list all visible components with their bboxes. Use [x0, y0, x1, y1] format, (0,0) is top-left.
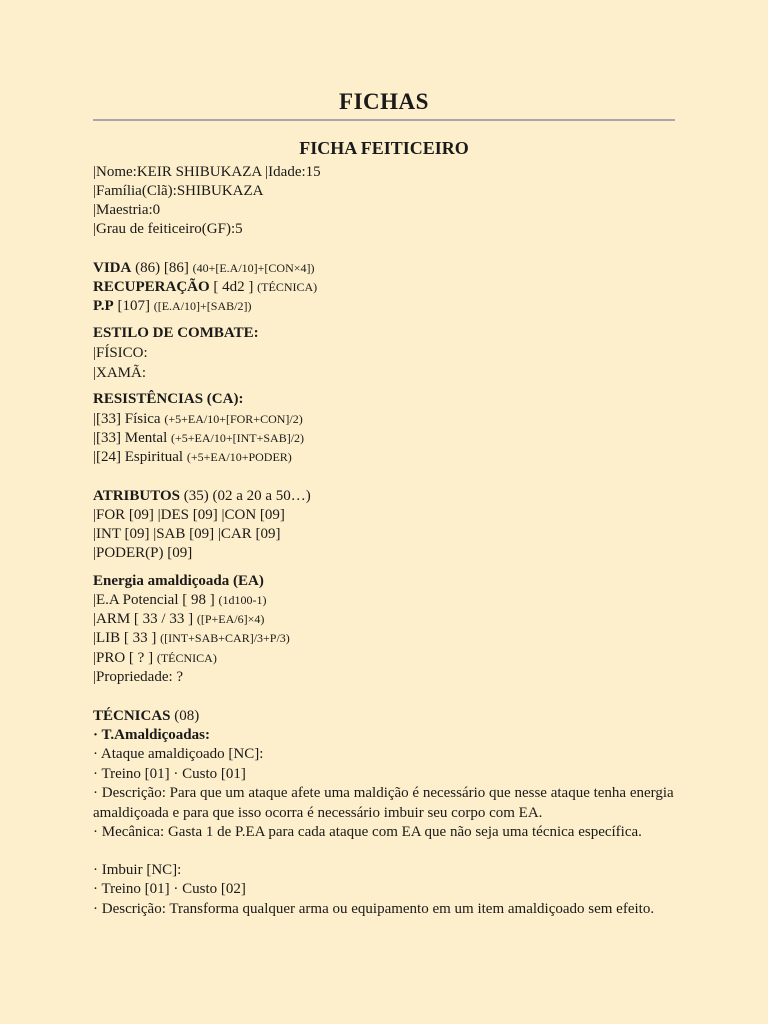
info-familia: |Família(Clã):SHIBUKAZA: [93, 183, 264, 199]
resistencia-espiritual-text: |[24] Espiritual: [93, 449, 187, 465]
atributos-line: [93, 487, 311, 506]
atributos-label: ATRIBUTOS: [93, 488, 180, 504]
pp-label: P.P: [93, 298, 114, 314]
energia-potencial-text: |E.A Potencial [ 98 ]: [93, 592, 219, 608]
tecnica-2-descricao: · Descrição: Transforma qualquer arma ou equipamento em um item amaldiçoado sem efeito.: [93, 901, 655, 917]
energia-arm-text: |ARM [ 33 / 33 ]: [93, 611, 197, 627]
energia-lib-formula: ([INT+SAB+CAR]/3+P/3): [160, 631, 290, 645]
resistencia-mental-text: |[33] Mental: [93, 430, 171, 446]
tecnica-1-treino: · Treino [01] · Custo [01]: [93, 766, 246, 782]
resistencia-mental-formula: (+5+EA/10+[INT+SAB]/2): [170, 431, 305, 445]
resistencia-mental: [93, 429, 304, 448]
estilo-xama: |XAMÃ:: [93, 365, 147, 381]
resistencia-fisica-formula: (+5+EA/10+[FOR+CON]/2): [164, 412, 303, 426]
vida-label: VIDA: [93, 260, 132, 276]
recuperacao-label: RECUPERAÇÃO: [93, 279, 210, 295]
atributos-row-1: |FOR [09] |DES [09] |CON [09]: [93, 507, 285, 523]
atributos-row-3: |PODER(P) [09]: [93, 545, 193, 561]
info-grau: |Grau de feiticeiro(GF):5: [93, 221, 243, 237]
energia-lib: [93, 629, 290, 648]
energia-propriedade: |Propriedade: ?: [93, 669, 184, 685]
energia-potencial-formula: (1d100-1): [218, 593, 267, 607]
resistencias-heading: RESISTÊNCIAS (CA):: [93, 391, 244, 407]
energia-lib-text: |LIB [ 33 ]: [93, 630, 161, 646]
energia-arm: [93, 610, 264, 629]
pp-line: [93, 297, 251, 316]
tecnica-1-mecanica: · Mecânica: Gasta 1 de P.EA para cada ataque com EA que não seja uma técnica específica.: [93, 824, 642, 840]
atributos-extra: (35) (02 a 20 a 50…): [179, 488, 311, 504]
info-nome: |Nome:KEIR SHIBUKAZA |Idade:15: [93, 164, 321, 180]
vida-formula: (40+[E.A/10]+[CON×4]): [192, 261, 315, 275]
vida-value: (86) [86]: [131, 260, 193, 276]
tecnicas-line: [93, 707, 199, 726]
atributos-row-2: |INT [09] |SAB [09] |CAR [09]: [93, 526, 281, 542]
energia-pro: [93, 649, 217, 668]
tecnicas-subheading: · T.Amaldiçoadas:: [93, 727, 210, 743]
energia-pro-formula: (TÉCNICA): [156, 651, 217, 665]
energia-potencial: [93, 591, 266, 610]
recuperacao-formula: (TÉCNICA): [257, 280, 318, 294]
sheet-title: FICHA FEITICEIRO: [299, 138, 469, 158]
info-maestria: |Maestria:0: [93, 202, 161, 218]
estilo-heading: ESTILO DE COMBATE:: [93, 325, 259, 341]
tecnica-1-name: · Ataque amaldiçoado [NC]:: [93, 746, 264, 762]
energia-arm-formula: ([P+EA/6]×4): [196, 612, 265, 626]
recuperacao-value: [ 4d2 ]: [209, 279, 258, 295]
recuperacao-line: [93, 278, 317, 297]
vida-line: [93, 259, 315, 278]
energia-heading: Energia amaldiçoada (EA): [93, 573, 264, 589]
tecnica-1-descricao: · Descrição: Para que um ataque afete uma maldição é necessário que nesse ataque tenha energia amaldiçoada e para que isso ocorra é necessário imbuir seu corpo com EA.: [93, 785, 674, 821]
tecnica-2-treino: · Treino [01] · Custo [02]: [93, 881, 246, 897]
estilo-fisico: |FÍSICO:: [93, 345, 148, 361]
resistencia-fisica-text: |[33] Física: [93, 411, 165, 427]
page-title: FICHAS: [339, 89, 429, 114]
title-divider: [93, 119, 675, 121]
tecnica-2-name: · Imbuir [NC]:: [93, 862, 182, 878]
energia-pro-text: |PRO [ ? ]: [93, 650, 157, 666]
tecnicas-count: (08): [170, 708, 200, 724]
tecnicas-label: TÉCNICAS: [93, 708, 171, 724]
pp-value: [107]: [113, 298, 154, 314]
pp-formula: ([E.A/10]+[SAB/2]): [153, 299, 252, 313]
resistencia-espiritual-formula: (+5+EA/10+PODER): [186, 450, 292, 464]
resistencia-fisica: [93, 410, 303, 429]
resistencia-espiritual: [93, 448, 292, 467]
